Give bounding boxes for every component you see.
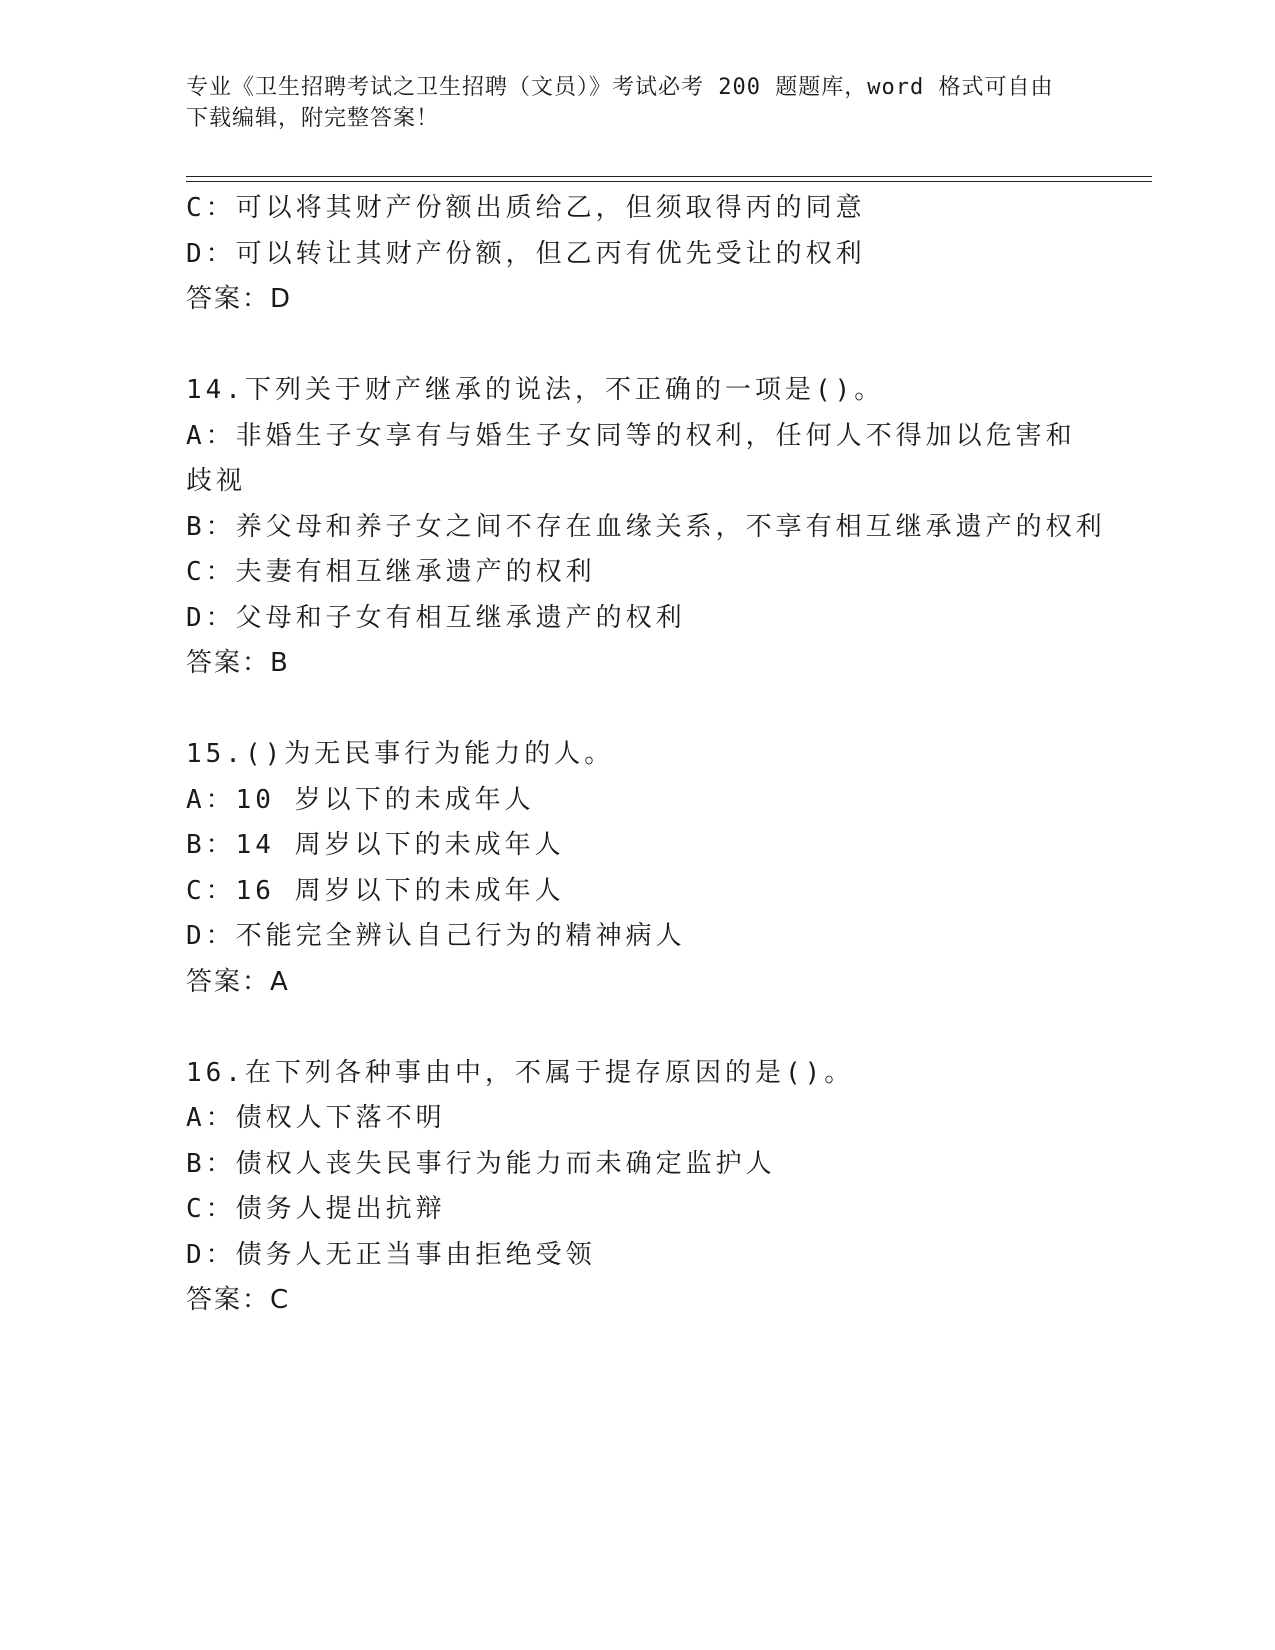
answer: 答案：D [186,284,293,314]
answer: 答案：B [186,648,290,678]
spacer [186,687,1086,733]
option-c: C：16 周岁以下的未成年人 [186,875,565,906]
option-d: D：债务人无正当事由拒绝受领 [186,1239,596,1270]
option-a: A：10 岁以下的未成年人 [186,784,535,815]
option-b: B：债权人丧失民事行为能力而未确定监护人 [186,1148,776,1179]
question-stem: 15.()为无民事行为能力的人。 [186,739,615,769]
spacer [186,323,1086,369]
question-14 [186,368,1106,687]
answer: 答案：C [186,1285,291,1315]
question-16 [186,1051,1086,1324]
question-13-continuation [186,186,1086,323]
document-header: 专业《卫生招聘考试之卫生招聘（文员）》考试必考 200 题题库，word 格式可自由下载编辑，附完整答案！ [186,75,1054,131]
header-rule-bottom [186,181,1152,182]
option-c: C：夫妻有相互继承遗产的权利 [186,557,596,587]
option-d: D：父母和子女有相互继承遗产的权利 [186,602,686,633]
option-c: C：债务人提出抗辩 [186,1194,446,1224]
option-b: B：14 周岁以下的未成年人 [186,830,565,860]
header-rule-top [186,176,1152,177]
option-a: A：非婚生子女享有与婚生子女同等的权利，任何人不得加以危害和歧视 [186,420,1076,496]
question-15 [186,732,1086,1005]
option-d: D：可以转让其财产份额，但乙丙有优先受让的权利 [186,238,866,269]
question-stem: 16.在下列各种事由中，不属于提存原因的是()。 [186,1057,855,1088]
spacer [186,1005,1086,1051]
option-c: C：可以将其财产份额出质给乙，但须取得丙的同意 [186,193,866,223]
option-a: A：债权人下落不明 [186,1103,446,1133]
question-content [186,186,1106,1324]
question-stem: 14.下列关于财产继承的说法，不正确的一项是()。 [186,375,885,405]
option-d: D：不能完全辨认自己行为的精神病人 [186,921,686,951]
option-b: B：养父母和养子女之间不存在血缘关系，不享有相互继承遗产的权利 [186,511,1106,542]
answer: 答案：A [186,966,290,997]
